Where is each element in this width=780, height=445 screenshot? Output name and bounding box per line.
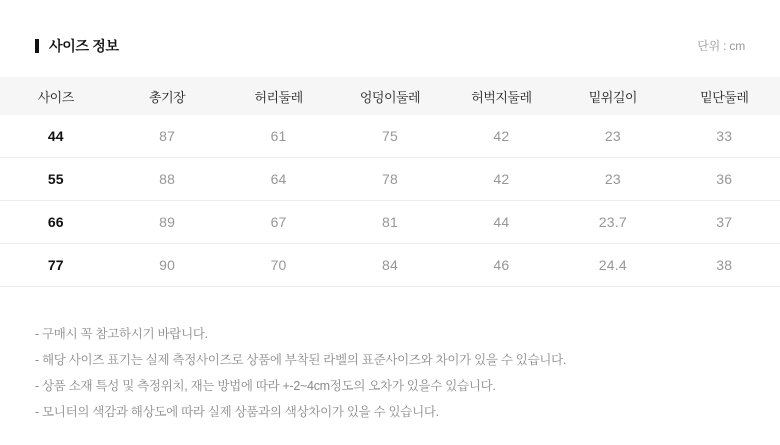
note-line: - 구매시 꼭 참고하시기 바랍니다.	[35, 327, 208, 341]
size-cell: 44	[0, 115, 111, 158]
value-cell: 67	[223, 201, 334, 244]
size-cell: 55	[0, 158, 111, 201]
value-cell: 64	[223, 158, 334, 201]
value-cell: 89	[111, 201, 222, 244]
column-header-3: 엉덩이둘레	[334, 77, 445, 115]
column-header-0: 사이즈	[0, 77, 111, 115]
column-header-4: 허벅지둘레	[446, 77, 557, 115]
value-cell: 84	[334, 244, 445, 287]
size-cell: 77	[0, 244, 111, 287]
value-cell: 23.7	[557, 201, 668, 244]
table-row	[0, 244, 780, 287]
value-cell: 75	[334, 115, 445, 158]
column-header-1: 총기장	[111, 77, 222, 115]
section-title-text: 사이즈 정보	[49, 37, 119, 54]
value-cell: 46	[446, 244, 557, 287]
value-cell: 61	[223, 115, 334, 158]
table-header-row	[0, 77, 780, 115]
value-cell: 70	[223, 244, 334, 287]
value-cell: 24.4	[557, 244, 668, 287]
column-header-6: 밑단둘레	[669, 77, 780, 115]
value-cell: 78	[334, 158, 445, 201]
value-cell: 37	[669, 201, 780, 244]
notes	[0, 287, 780, 425]
column-header-5: 밑위길이	[557, 77, 668, 115]
value-cell: 87	[111, 115, 222, 158]
value-cell: 23	[557, 115, 668, 158]
value-cell: 23	[557, 158, 668, 201]
title-accent-bar	[35, 39, 39, 53]
note-line: - 해당 사이즈 표기는 실제 측정사이즈로 상품에 부착된 라벨의 표준사이즈와 차이가 있을 수 있습니다.	[35, 353, 567, 367]
section-header	[0, 0, 780, 54]
unit-label: 단위 : cm	[697, 39, 745, 53]
value-cell: 36	[669, 158, 780, 201]
note-line: - 상품 소재 특성 및 측정위치, 재는 방법에 따라 +-2~4cm정도의 오차가 있을수 있습니다.	[35, 379, 496, 393]
value-cell: 81	[334, 201, 445, 244]
value-cell: 42	[446, 115, 557, 158]
value-cell: 88	[111, 158, 222, 201]
note-line: - 모니터의 색감과 해상도에 따라 실제 상품과의 색상차이가 있을 수 있습니다.	[35, 405, 439, 419]
column-header-2: 허리둘레	[223, 77, 334, 115]
table-row	[0, 158, 780, 201]
section-title	[35, 36, 119, 56]
value-cell: 33	[669, 115, 780, 158]
value-cell: 42	[446, 158, 557, 201]
value-cell: 90	[111, 244, 222, 287]
size-table	[0, 77, 780, 287]
value-cell: 38	[669, 244, 780, 287]
table-row	[0, 201, 780, 244]
size-cell: 66	[0, 201, 111, 244]
value-cell: 44	[446, 201, 557, 244]
table-row	[0, 115, 780, 158]
